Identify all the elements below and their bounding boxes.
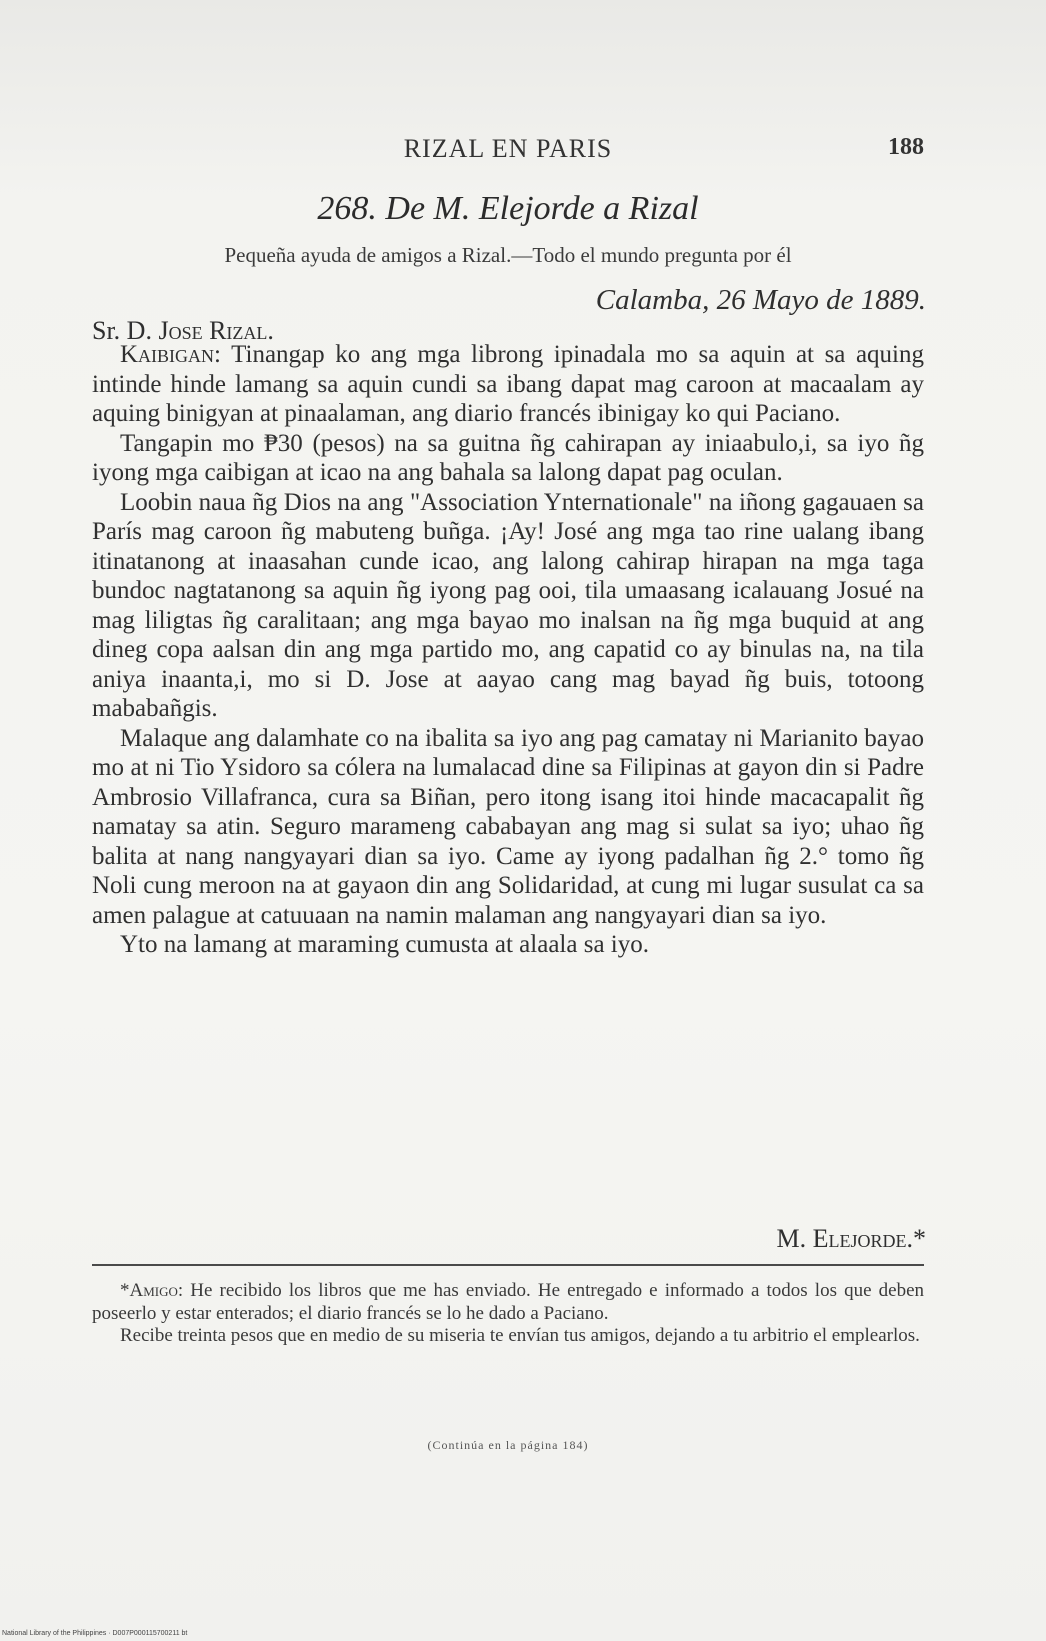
paragraph-4: Malaque ang dalamhate co na ibalita sa iyo ang pag camatay ni Marianito bayao mo at ni Tio Ysidoro sa cólera na lumalacad dine sa Filipinas at gayon din si Padre Ambrosio Villafranca, cura sa Biñan, pero itong isang itoi hinde macacapalit ñg namatay sa atin. Seguro marameng cababayan ang mag si sulat sa iyo; uhao ñg balita at nang nangyayari dian sa iyo. Came ay iyong padalhan ñg 2.° tomo ñg Noli cung meroon na at gayaon din ang Solidaridad, at cung mi lugar susulat ca sa amen palague at catuuaan na namin malaman ang nangyayari dian sa iyo. xyxy=(92,724,924,929)
letter-title: 268. De M. Elejorde a Rizal xyxy=(317,190,699,227)
salutation-prefix: Sr. D. xyxy=(92,316,159,345)
footnotes xyxy=(92,1280,924,1348)
continuation-note: (Continúa en la página 184) xyxy=(427,1438,589,1452)
footnote-1 xyxy=(92,1280,924,1325)
paragraph-5: Yto na lamang at maraming cumusta at alaala sa iyo. xyxy=(120,931,649,958)
running-title: RIZAL EN PARIS xyxy=(403,134,613,163)
paragraph-2: Tangapin mo ₱30 (pesos) na sa guitna ñg cahirapan ay iniaabulo,i, sa iyo ñg iyong mga caibigan at icao na ang bahala sa lalong dapat pag oculan. xyxy=(92,429,924,486)
page-number: 188 xyxy=(888,134,924,160)
library-strip: National Library of the Philippines · D007P000115700211 bt xyxy=(2,1630,188,1637)
paragraph-1-text: : Tinangap ko ang mga librong ipinadala mo sa aquin at sa aquing intinde hinde lamang sa aquin cundi sa ibang dapat mag caroon at macaalam ay aquing binigyan at pinaalaman, ang diario francés ibinigay ko qui Paciano. xyxy=(92,341,924,427)
signature: M. Elejorde.* xyxy=(776,1224,926,1253)
page-header xyxy=(92,134,924,174)
paragraph-3: Loobin naua ñg Dios na ang "Association Ynternationale" na iñong gagauaen sa París mag caroon ñg mabuteng buñga. ¡Ay! José ang mga tao rine ualang ibang itinatanong at inaasahan cunde icao, ang lalong cahirap hirapan na mga taga bundoc nagtatanong sa aquin ñg iyong pag ooi, tila umaasang icalauang Josué na mag liligtas ñg caralitaan; ang mga bayao mo inalsan na ñg mga buquid at ang dineg copa aalsan din ang mga partido mo, ang capatid co ay binulas na, na tila aniya inaanta,i, mo si D. Jose at aayao cang mag bayad ñg buis, totoong mababañgis. xyxy=(92,488,924,722)
footnote-lead: *Amigo xyxy=(120,1280,178,1301)
footnote-rule xyxy=(92,1264,924,1266)
salutation-name: Jose Rizal. xyxy=(158,316,274,345)
greeting: Kaibigan xyxy=(120,341,215,368)
letter-body xyxy=(92,340,924,960)
letter-summary: Pequeña ayuda de amigos a Rizal.—Todo el mundo pregunta por él xyxy=(224,243,792,267)
footnote-2: Recibe treinta pesos que en medio de su miseria te envían tus amigos, dejando a tu arbitrio el emplearlos. xyxy=(120,1325,920,1346)
paragraph-1 xyxy=(92,340,924,429)
letter-dateline: Calamba, 26 Mayo de 1889. xyxy=(595,284,926,316)
footnote-1-text: : He recibido los libros que me has enviado. He entregado e informado a todos los que deben poseerlo y estar enterados; el diario francés se lo he dado a Paciano. xyxy=(92,1280,924,1324)
